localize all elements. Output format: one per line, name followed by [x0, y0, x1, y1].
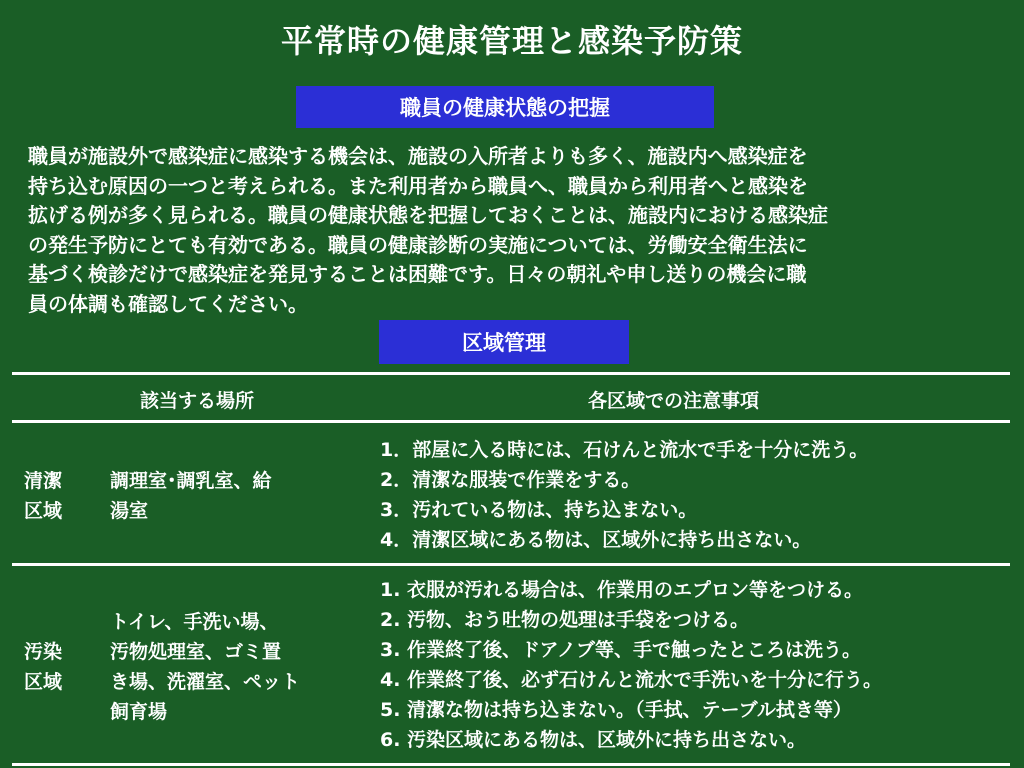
section-heading-health: 職員の健康状態の把握	[296, 86, 714, 128]
table-top-rule	[12, 372, 1010, 375]
note-item: 1．部屋に入る時には、石けんと流水で手を十分に洗う。	[380, 439, 869, 461]
paragraph-line: 拡げる例が多く見られる。職員の健康状態を把握しておくことは、施設内における感染症	[28, 203, 828, 227]
paragraph-line: 職員が施設外で感染症に感染する機会は、施設の入所者よりも多く、施設内へ感染症を	[28, 144, 808, 168]
health-paragraph	[28, 142, 1003, 319]
place-line: き場、洗濯室、ペット	[110, 671, 301, 693]
note-item: 2. 汚物、おう吐物の処理は手袋をつける。	[380, 609, 750, 631]
note-item: 2．清潔な服装で作業をする。	[380, 469, 641, 491]
notes-contaminated	[380, 575, 882, 755]
note-item: 3．汚れている物は、持ち込まない。	[380, 499, 698, 521]
table-bottom-rule	[12, 763, 1010, 766]
column-header-notes: 各区域での注意事項	[588, 390, 760, 412]
zone-label-line: 区域	[24, 671, 63, 693]
table-header-rule	[12, 420, 1010, 423]
zone-label-line: 清潔	[24, 470, 63, 492]
place-line: 飼育場	[110, 701, 168, 723]
zone-label-contaminated	[24, 637, 62, 697]
section-heading-zones: 区域管理	[379, 320, 629, 364]
paragraph-line: 基づく検診だけで感染症を発見することは困難です。日々の朝礼や申し送りの機会に職	[28, 262, 807, 286]
zone-label-line: 区域	[24, 500, 63, 522]
column-header-place: 該当する場所	[140, 390, 255, 412]
note-item: 6. 汚染区域にある物は、区域外に持ち出さない。	[380, 729, 807, 751]
paragraph-line: の発生予防にとても有効である。職員の健康診断の実施については、労働安全衛生法に	[28, 232, 808, 257]
note-item: 4. 作業終了後、必ず石けんと流水で手洗いを十分に行う。	[380, 669, 883, 691]
zone-label-line: 汚染	[24, 641, 63, 663]
place-line: 調理室･調乳室、給	[110, 470, 272, 492]
place-line: 汚物処理室、ゴミ置	[110, 641, 282, 663]
page-title: 平常時の健康管理と感染予防策	[280, 22, 743, 60]
note-item: 5. 清潔な物は持ち込まない。（手拭、テーブル拭き等）	[380, 699, 852, 721]
zone-label-clean	[24, 466, 62, 526]
place-line: 湯室	[110, 500, 149, 522]
place-line: トイレ、手洗い場、	[110, 611, 279, 633]
place-contaminated	[110, 607, 300, 727]
place-clean	[110, 466, 272, 526]
notes-clean	[380, 435, 868, 555]
note-item: 3. 作業終了後、ドアノブ等、手で触ったところは洗う。	[380, 639, 861, 661]
note-item: 1. 衣服が汚れる場合は、作業用のエプロン等をつける。	[380, 579, 864, 601]
paragraph-line: 持ち込む原因の一つと考えられる。また利用者から職員へ、職員から利用者へと感染を	[28, 173, 808, 198]
paragraph-line: 員の体調も確認してください。	[28, 291, 308, 316]
table-row-rule	[12, 563, 1010, 566]
note-item: 4．清潔区域にある物は、区域外に持ち出さない。	[380, 529, 812, 551]
